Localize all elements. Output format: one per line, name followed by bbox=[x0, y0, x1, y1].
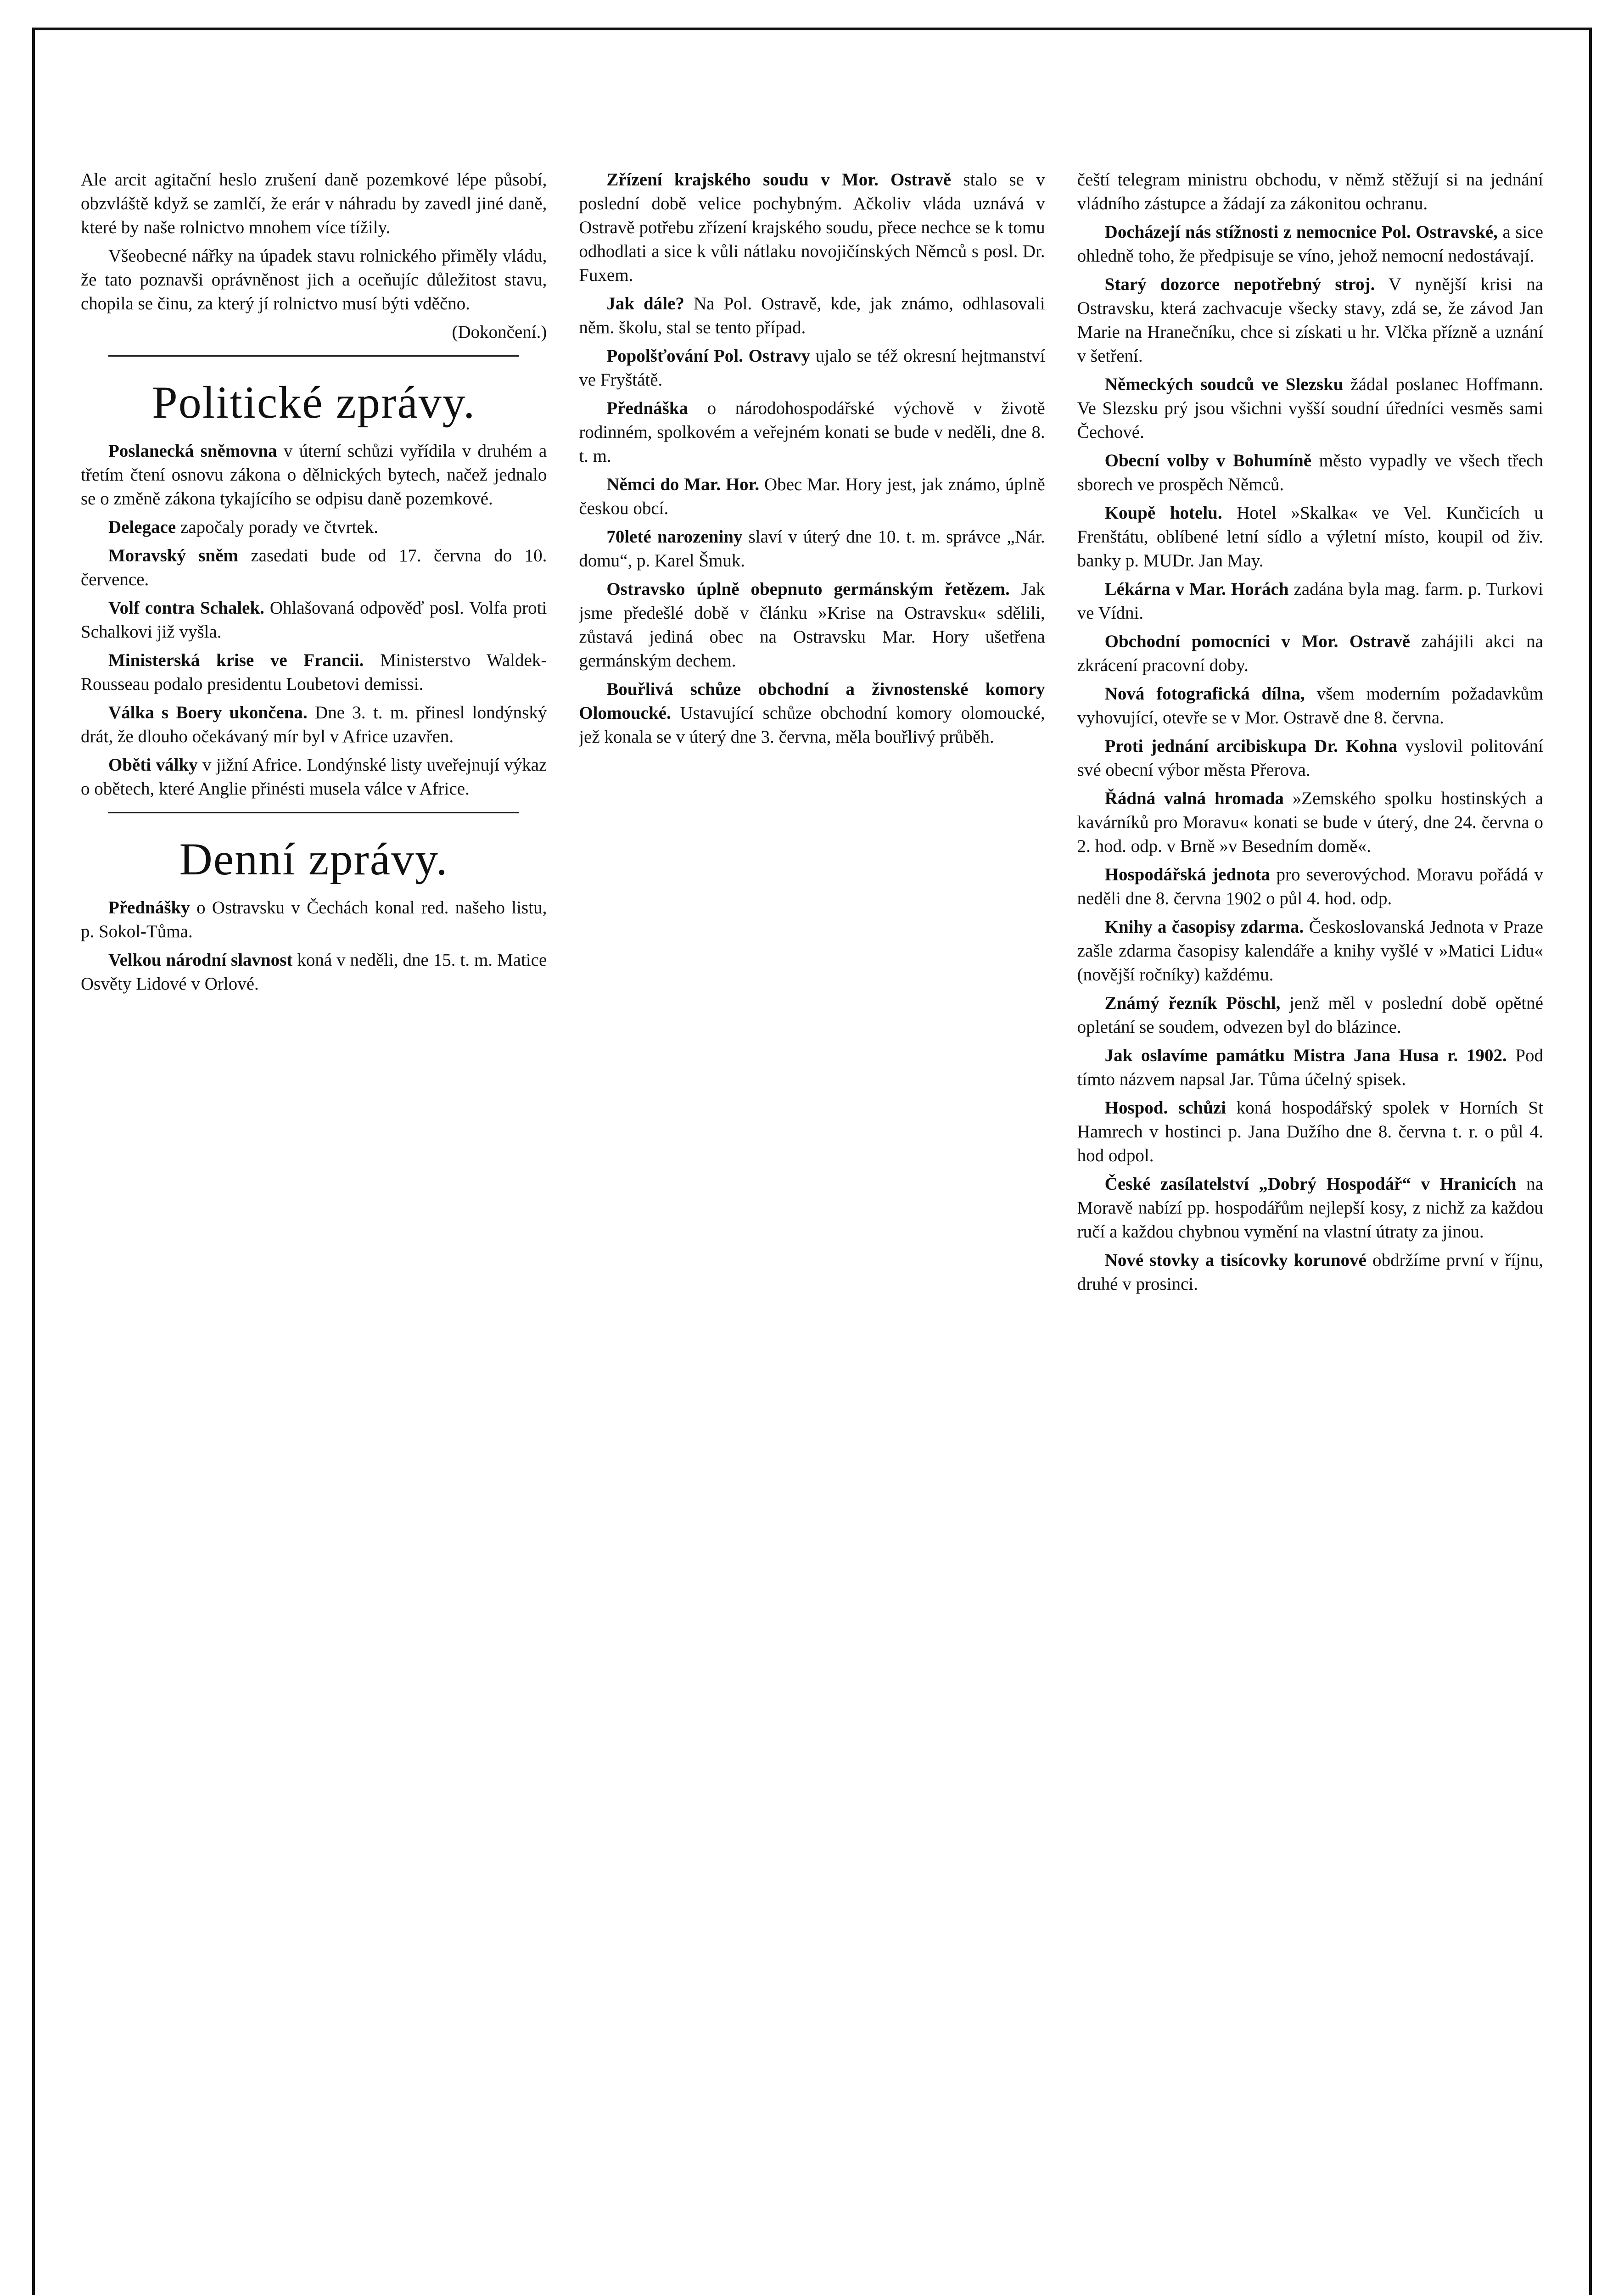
news-item-lead: Válka s Boery ukončena. bbox=[108, 703, 308, 722]
article-columns bbox=[81, 168, 1543, 2295]
news-item-lead: 70leté narozeniny bbox=[606, 527, 743, 547]
news-item-lead: Jak dále? bbox=[606, 294, 684, 313]
news-item-text: koná v neděli, dne 15. t. m. Matice Osvěty Lidové v Orlové. bbox=[81, 950, 547, 994]
news-item bbox=[1077, 630, 1543, 677]
news-item-lead: Bouřlivá schůze obchodní a živnostenské komory Olomoucké. bbox=[579, 679, 1045, 723]
news-item bbox=[81, 515, 547, 539]
news-item bbox=[81, 753, 547, 801]
news-item-text: na Moravě nabízí pp. hospodářům nejlepší kosy, z nichž za každou ručí a každou chybnou vymění na vlastní útraty za jinou. bbox=[1077, 1174, 1543, 1242]
newspaper-page bbox=[32, 28, 1592, 2295]
news-item-text: o Ostravsku v Čechách konal red. našeho listu, p. Sokol-Tůma. bbox=[81, 898, 547, 941]
news-item bbox=[81, 649, 547, 696]
news-item-text: Dne 3. t. m. přinesl londýnský drát, že dlouho očekávaný mír byl v Africe uzavřen. bbox=[81, 703, 547, 746]
news-item-lead: Proti jednání arcibiskupa Dr. Kohna bbox=[1104, 736, 1398, 756]
news-item bbox=[579, 344, 1045, 392]
news-item-lead: Ministerská krise ve Francii. bbox=[108, 650, 364, 670]
news-item-text: »Zemského spolku hostinských a kavárníků pro Moravu« konati se bude v úterý, dne 24. června o 2. hod. odp. v Brně »v Besedním domě«. bbox=[1077, 789, 1543, 856]
news-item-text: v úterní schůzi vyřídila v druhém a třetím čtení osnovu zákona o dělnických bytech, načež jednalo se o změně zákona tykajícího se odpisu daně pozemkové. bbox=[81, 441, 547, 509]
news-item bbox=[81, 544, 547, 592]
news-item bbox=[81, 948, 547, 996]
news-item-lead: Knihy a časopisy zdarma. bbox=[1104, 917, 1304, 937]
news-item bbox=[579, 577, 1045, 673]
news-item-text: Jak jsme předešlé době v článku »Krise na Ostravsku« sdělili, zůstavá jediná obec na Ostravsku Mar. Hory ušetřena germánským dechem. bbox=[579, 579, 1045, 671]
news-item-text: stalo se v poslední době velice pochybným. Ačkoliv vláda uznává v Ostravě potřebu zřízení krajského soudu, přece nechce se k tomu odhodlati a sice k vůli nátlaku novojičínských Němců s posl. Dr. Fuxem. bbox=[579, 170, 1045, 285]
news-item bbox=[1077, 787, 1543, 858]
news-item-lead: Jak oslavíme památku Mistra Jana Husa r. 1902. bbox=[1104, 1046, 1507, 1065]
news-item-lead: Velkou národní slavnost bbox=[108, 950, 293, 970]
news-item-lead: Přednášky bbox=[108, 898, 190, 918]
news-item-text: pro severovýchod. Moravu pořádá v neděli dne 8. června 1902 o půl 4. hod. odp. bbox=[1077, 865, 1543, 908]
news-item-lead: Nová fotografická dílna, bbox=[1104, 684, 1305, 704]
news-item bbox=[579, 525, 1045, 573]
news-item-lead: Ostravsko úplně obepnuto germánským řetězem. bbox=[606, 579, 1010, 599]
news-item-text: Hotel »Skalka« ve Vel. Kunčicích u Frenštátu, oblíbené letní sídlo a výletní místo, koupil od živ. banky p. MUDr. Jan May. bbox=[1077, 503, 1543, 571]
article-paragraph: Všeobecné nářky na úpadek stavu rolnického přiměly vládu, že tato poznavši oprávněnost jich a oceňujíc důležitost stavu, chopila se činu, za který jí rolnictvo musí býti vděčno. bbox=[81, 246, 547, 313]
news-item bbox=[579, 397, 1045, 468]
news-item-lead: Hospod. schůzi bbox=[1104, 1098, 1226, 1118]
continuation-note: (Dokončení.) bbox=[452, 322, 547, 342]
news-item bbox=[81, 896, 547, 944]
news-item bbox=[1077, 273, 1543, 368]
news-item-text: žádal poslanec Hoffmann. Ve Slezsku prý jsou všichni vyšší soudní úředníci vesměs sami Čechové. bbox=[1077, 375, 1543, 442]
news-item-text: zahájili akci na zkrácení pracovní doby. bbox=[1077, 632, 1543, 675]
news-item-text: Pod tímto názvem napsal Jar. Tůma účelný spisek. bbox=[1077, 1046, 1543, 1089]
news-item bbox=[1077, 1044, 1543, 1092]
news-item-text: Ministerstvo Waldek-Rousseau podalo presidentu Loubetovi demissi. bbox=[81, 650, 547, 694]
news-item bbox=[1077, 1172, 1543, 1244]
news-item-text: vyslovil politování své obecní výbor města Přerova. bbox=[1077, 736, 1543, 780]
news-item-text: město vypadly ve všech třech sborech ve prospěch Němců. bbox=[1077, 451, 1543, 494]
news-item bbox=[1077, 168, 1543, 216]
news-item bbox=[1077, 863, 1543, 911]
news-item bbox=[579, 168, 1045, 287]
news-item-text: a sice ohledně toho, že předpisuje se víno, jehož nemocní nedostávají. bbox=[1077, 222, 1543, 266]
column-3 bbox=[1077, 168, 1543, 2295]
news-item-lead: Obecní volby v Bohumíně bbox=[1104, 451, 1312, 470]
news-item-lead: Poslanecká sněmovna bbox=[108, 441, 277, 461]
news-item-lead: Lékárna v Mar. Horách bbox=[1104, 579, 1289, 599]
column-1 bbox=[81, 168, 547, 2295]
news-item bbox=[579, 677, 1045, 749]
news-item bbox=[1077, 577, 1543, 625]
column-2 bbox=[579, 168, 1045, 2295]
news-item-text: v jižní Africe. Londýnské listy uveřejnují výkaz o obětech, které Anglie přinésti musela válce v Africe. bbox=[81, 755, 547, 799]
news-item-lead: Moravský sněm bbox=[108, 546, 239, 565]
news-item bbox=[1077, 915, 1543, 987]
news-item bbox=[1077, 373, 1543, 444]
news-item-lead: Popolšťování Pol. Ostravy bbox=[606, 346, 810, 366]
news-item-text: jenž měl v poslední době opětné opletání se soudem, odvezen byl do blázince. bbox=[1077, 993, 1543, 1037]
news-item-lead: Nové stovky a tisícovky korunové bbox=[1104, 1250, 1366, 1270]
news-item bbox=[1077, 1096, 1543, 1168]
news-item-text: V nynější krisi na Ostravsku, která zachvacuje všecky stavy, zdá se, že závod Jan Marie na Hranečníku, chce si získati u hr. Vlčka přízně a uznání v šetření. bbox=[1077, 274, 1543, 366]
news-item bbox=[1077, 734, 1543, 782]
news-item-text: Českoslovanská Jednota v Praze zašle zdarma časopisy kalendáře a knihy vyšlé v »Matici Lidu« (novější ročníky) každému. bbox=[1077, 917, 1543, 985]
news-item-lead: Docházejí nás stížnosti z nemocnice Pol. Ostravské, bbox=[1104, 222, 1498, 242]
news-item-lead: Němci do Mar. Hor. bbox=[606, 475, 760, 494]
news-item-text: započaly porady ve čtvrtek. bbox=[180, 517, 378, 537]
news-item-text: slaví v úterý dne 10. t. m. správce „Nár. domu“, p. Karel Šmuk. bbox=[579, 527, 1045, 571]
news-item-lead: Přednáška bbox=[606, 398, 689, 418]
news-item-text: Na Pol. Ostravě, kde, jak známo, odhlasovali něm. školu, stal se tento případ. bbox=[579, 294, 1045, 337]
news-item bbox=[579, 292, 1045, 340]
news-item-lead: České zasílatelství „Dobrý Hospodář“ v Hranicích bbox=[1104, 1174, 1517, 1194]
news-item-text: Ohlašovaná odpověď posl. Volfa proti Schalkovi již vyšla. bbox=[81, 598, 547, 642]
news-item bbox=[1077, 220, 1543, 268]
section-heading-daily: Denní zprávy. bbox=[179, 834, 448, 884]
news-item-lead: Řádná valná hromada bbox=[1104, 789, 1284, 808]
news-item-lead: Oběti války bbox=[108, 755, 198, 775]
news-item-text: obdržíme první v říjnu, druhé v prosinci. bbox=[1077, 1250, 1543, 1294]
article-paragraph: Ale arcit agitační heslo zrušení daně pozemkové lépe působí, obzvláště když se zamlčí, že erár v náhradu by zavedl jiné daně, které by naše rolnictvo mnohem více tížily. bbox=[81, 170, 547, 237]
news-item bbox=[1077, 1248, 1543, 1296]
news-item-lead: Známý řezník Pöschl, bbox=[1104, 993, 1281, 1013]
news-item-lead: Zřízení krajského soudu v Mor. Ostravě bbox=[606, 170, 952, 190]
news-item-lead: Starý dozorce nepotřebný stroj. bbox=[1104, 274, 1375, 294]
section-divider bbox=[108, 812, 519, 813]
news-item-lead: Volf contra Schalek. bbox=[108, 598, 264, 618]
news-item-text: čeští telegram ministru obchodu, v němž stěžují si na jednání vládního zástupce a žádají za zákonitou ochranu. bbox=[1077, 170, 1543, 213]
news-item-lead: Koupě hotelu. bbox=[1104, 503, 1222, 523]
news-item-lead: Hospodářská jednota bbox=[1104, 865, 1270, 884]
news-item-text: Obec Mar. Hory jest, jak známo, úplně českou obcí. bbox=[579, 475, 1045, 518]
news-item bbox=[579, 473, 1045, 521]
news-item-text: koná hospodářský spolek v Horních St Hamrech v hostinci p. Jana Dužího dne 8. června t. r. o půl 4. hod odpol. bbox=[1077, 1098, 1543, 1165]
news-item bbox=[1077, 449, 1543, 497]
section-heading-politics: Politické zprávy. bbox=[152, 377, 476, 428]
news-item bbox=[81, 596, 547, 644]
news-item-text: ujalo se též okresní hejtmanství ve Fryštátě. bbox=[579, 346, 1045, 390]
news-item-lead: Německých soudců ve Slezsku bbox=[1104, 375, 1344, 394]
news-item-lead: Delegace bbox=[108, 517, 176, 537]
news-item bbox=[1077, 682, 1543, 730]
news-item-text: zadána byla mag. farm. p. Turkovi ve Vídni. bbox=[1077, 579, 1543, 623]
news-item-lead: Obchodní pomocníci v Mor. Ostravě bbox=[1104, 632, 1410, 651]
news-item bbox=[1077, 991, 1543, 1039]
news-item bbox=[1077, 501, 1543, 573]
section-divider bbox=[108, 355, 519, 357]
news-item bbox=[81, 439, 547, 511]
news-item-text: zasedati bude od 17. června do 10. července. bbox=[81, 546, 547, 589]
news-item-text: všem moderním požadavkům vyhovující, otevře se v Mor. Ostravě dne 8. června. bbox=[1077, 684, 1543, 728]
news-item bbox=[81, 701, 547, 749]
news-item-text: Ustavující schůze obchodní komory olomoucké, jež konala se v úterý dne 3. června, měla bouřlivý průběh. bbox=[579, 703, 1045, 747]
news-item-text: o národohospodářské výchově v životě rodinném, spolkovém a veřejném konati se bude v neděli, dne 8. t. m. bbox=[579, 398, 1045, 466]
